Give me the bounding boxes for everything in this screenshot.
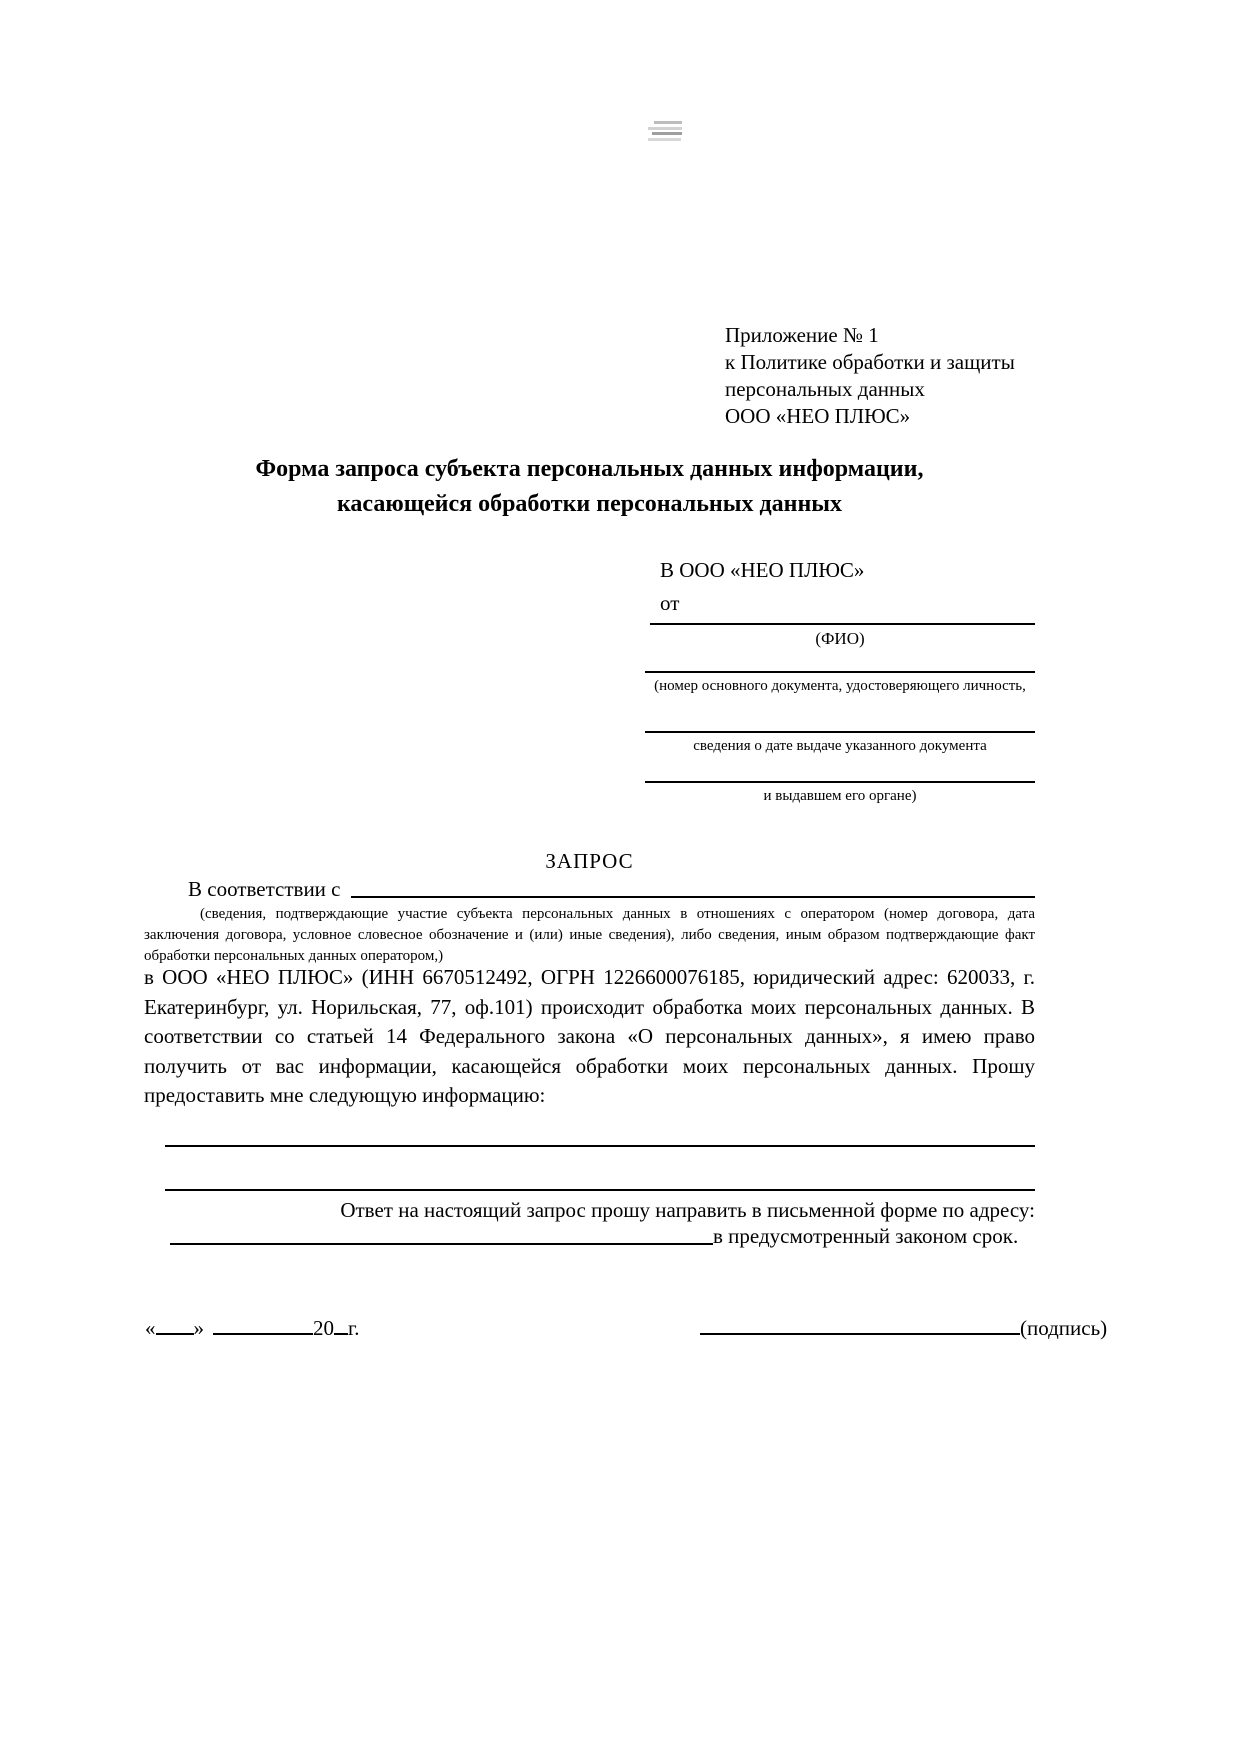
annex-line: к Политике обработки и защиты bbox=[725, 350, 1015, 374]
date-day-blank bbox=[156, 1331, 194, 1335]
form-title bbox=[144, 452, 1035, 522]
addressee-to: В ООО «НЕО ПЛЮС» bbox=[660, 558, 865, 582]
fio-caption: (ФИО) bbox=[815, 629, 865, 648]
signature-caption: (подпись) bbox=[1020, 1316, 1108, 1340]
date-year-blank bbox=[334, 1331, 348, 1335]
annex-line: ООО «НЕО ПЛЮС» bbox=[725, 404, 911, 428]
signature-blank-line bbox=[700, 1331, 1020, 1335]
annex-line: Приложение № 1 bbox=[725, 323, 879, 347]
accordance-line bbox=[144, 877, 1035, 902]
reply-address-text: Ответ на настоящий запрос прошу направить в письменной форме по адресу: bbox=[340, 1198, 1035, 1222]
info-blank-line-1 bbox=[165, 1145, 1035, 1147]
fio-blank-line bbox=[650, 623, 1035, 625]
info-blank-line-2 bbox=[165, 1189, 1035, 1191]
date-line bbox=[145, 1316, 360, 1341]
annex-block bbox=[725, 322, 1015, 430]
issue-date-blank-line bbox=[645, 731, 1035, 733]
form-title-line: касающейся обработки персональных данных bbox=[336, 491, 843, 517]
date-year-prefix: 20 bbox=[313, 1316, 334, 1340]
accordance-label: В соответствии с bbox=[188, 877, 341, 901]
issue-date-caption: сведения о дате выдаче указанного документа bbox=[693, 738, 987, 754]
addressee-from-label: от bbox=[660, 591, 680, 615]
issuing-authority-caption: и выдавшем его органе) bbox=[763, 788, 917, 804]
accordance-caption: (сведения, подтверждающие участие субъекта персональных данных в отношениях с оператором (номер договора, дата заключения договора, условное словесное обозначение и (или) иные сведения), либо сведения, иным образом подтверждающие факт обработки персональных данных оператором,) bbox=[144, 906, 1035, 964]
reply-address-blank-line bbox=[170, 1224, 713, 1245]
signature-line bbox=[700, 1316, 1107, 1341]
date-quote-open: « bbox=[145, 1316, 156, 1340]
request-heading: ЗАПРОС bbox=[545, 849, 634, 873]
request-body: в ООО «НЕО ПЛЮС» (ИНН 6670512492, ОГРН 1226600076185, юридический адрес: 620033, г. Екатеринбург, ул. Норильская, 77, оф.101) происходит обработка моих персональных данных. В соответствии со статьей 14 Федерального закона «О персональных данных», я имею право получить от вас информации, касающейся обработки моих персональных данных. Прошу предоставить мне следующую информацию: bbox=[144, 965, 1035, 1107]
reply-term-text: в предусмотренный законом срок. bbox=[713, 1224, 1019, 1248]
accordance-blank-line bbox=[351, 877, 1036, 898]
document-number-blank-line bbox=[645, 671, 1035, 673]
date-quote-close: » bbox=[193, 1316, 204, 1340]
document-number-caption: (номер основного документа, удостоверяющего личность, bbox=[654, 678, 1026, 694]
form-title-line: Форма запроса субъекта персональных данных информации, bbox=[255, 456, 924, 482]
date-year-suffix: г. bbox=[348, 1316, 360, 1340]
reply-term-line bbox=[170, 1224, 1035, 1249]
date-month-blank bbox=[213, 1331, 313, 1335]
faded-logo-mark-icon bbox=[648, 121, 682, 141]
annex-line: персональных данных bbox=[725, 377, 925, 401]
issuing-authority-blank-line bbox=[645, 781, 1035, 783]
